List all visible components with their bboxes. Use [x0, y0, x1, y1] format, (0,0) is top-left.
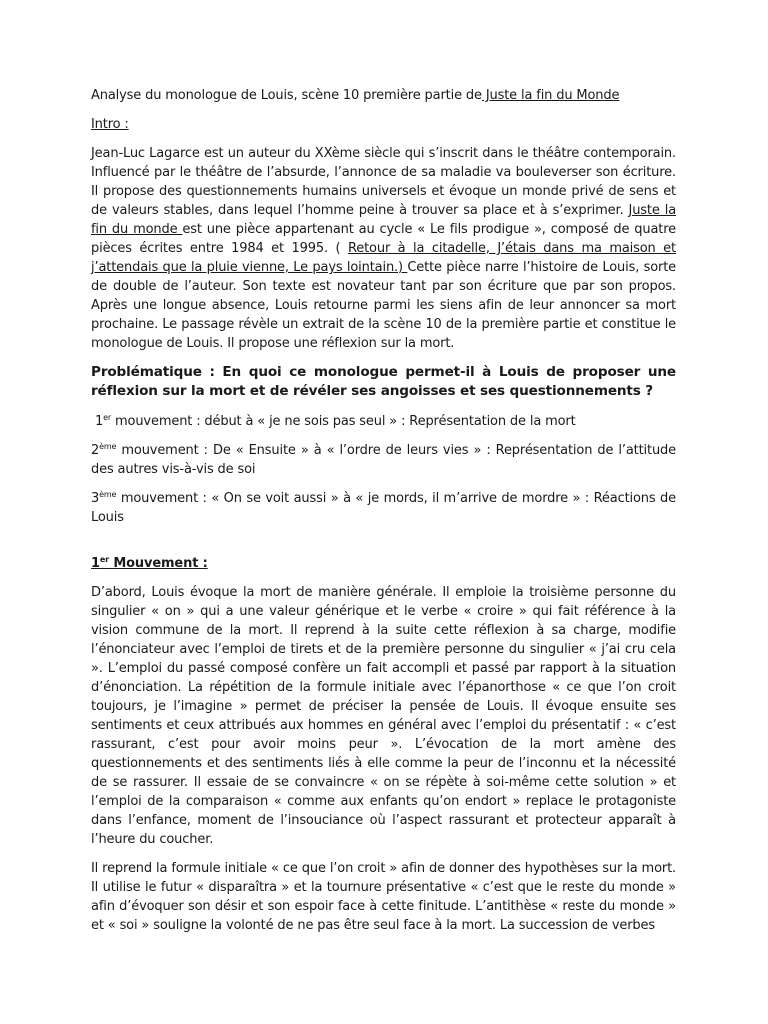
problematique: Problématique : En quoi ce monologue permet-il à Louis de proposer une réflexion sur la mort et de révéler ses angoisses et ses questionnements ? [91, 364, 676, 399]
section-1-heading [91, 554, 676, 573]
body-paragraph-1: D’abord, Louis évoque la mort de manière générale. Il emploie la troisième personne du singulier « on » qui a une valeur générique et le verbe « croire » qui fait référence à la vision commune de la mort. Il reprend à la suite cette réflexion à sa charge, modifie l’énonciateur avec l’emploi de tirets et de la première personne du singulier « j’ai cru cela ». L’emploi du passé composé confère un fait accompli et passé par rapport à la situation d’énonciation. La répétition de la formule initiale avec l’épanorthose « ce que l’on croit toujours, je l’imagine » permet de préciser la pensée de Louis. Il évoque ensuite ses sentiments et ceux attribués aux hommes en général avec l’emploi du présentatif : « c’est rassurant, c’est pour avoir moins peur ». L’évocation de la mort amène des questionnements et des sentiments liés à elle comme la peur de l’inconnu et la nécessité de se rassurer. Il essaie de se convaincre « on se répète à soi-même cette solution » et l’emploi de la comparaison « comme aux enfants qu’on endort » replace le protagoniste dans l’enfance, moment de l’insouciance où l’aspect rassurant et protecteur apparaît à l’heure du coucher. [91, 585, 676, 847]
movement-1-text: mouvement : début à « je ne sois pas seul » : Représentation de la mort [111, 414, 576, 429]
intro-text-1: Jean-Luc Lagarce est un auteur du XXème siècle qui s’inscrit dans le théâtre contemporain. Influencé par le théâtre de l’absurde, l’annonce de sa maladie va bouleverser son écriture. Il propose des questionnements humains universels et évoque un monde privé de sens et de valeurs stables, dans lequel l’homme peine à trouver sa place et à s’exprimer. [91, 146, 676, 218]
body-paragraph-2: Il reprend la formule initiale « ce que l’on croit » afin de donner des hypothèses sur la mort. Il utilise le futur « disparaîtra » et la tournure présentative « c’est que le reste du monde » afin d’évoquer son désir et son espoir face à cette finitude. L’antithèse « reste du monde » et « soi » souligne la volonté de ne pas être seul face à la mort. La succession de verbes [91, 861, 676, 933]
intro-label [91, 115, 676, 134]
intro-text-2: est une pièce appartenant au cycle « Le fils prodigue », composé de quatre pièces écrites entre 1984 et 1995. ( [91, 222, 676, 256]
movement-2-sup: ème [99, 442, 117, 451]
work-title: Juste la fin du Monde [481, 88, 620, 103]
section-1-sup: er [99, 555, 109, 564]
movement-1-sup: er [103, 413, 112, 422]
intro-other-works: Retour à la citadelle, J’étais dans ma maison et j’attendais que la pluie vienne, Le pays lointain.) [91, 241, 676, 275]
movement-3-sup: ème [99, 490, 117, 499]
document-title-text: Analyse du monologue de Louis, scène 10 première partie de [91, 88, 482, 103]
movement-1-num: 1 [95, 414, 104, 429]
movement-2-text: mouvement : De « Ensuite » à « l’ordre de leurs vies » : Représentation de l’attitude des autres vis-à-vis de soi [91, 443, 676, 477]
intro-work-title: Juste la fin du monde [91, 203, 677, 237]
intro-paragraph [91, 144, 676, 353]
movement-3-text: mouvement : « On se voit aussi » à « je mords, il m’arrive de mordre » : Réactions de Louis [91, 491, 676, 525]
section-1-label: Mouvement : [108, 556, 208, 571]
movement-2 [91, 441, 676, 479]
movement-2-num: 2 [91, 443, 100, 458]
document-title [91, 86, 676, 105]
section-1-num: 1 [91, 556, 100, 571]
movement-1 [91, 412, 676, 431]
movement-3-num: 3 [91, 491, 100, 506]
movement-3 [91, 489, 676, 527]
document-page [91, 86, 676, 945]
intro-label-text: Intro : [91, 117, 129, 132]
intro-text-3: Cette pièce narre l’histoire de Louis, sorte de double de l’auteur. Son texte est novateur tant par son écriture que par son propos. Après une longue absence, Louis retourne parmi les siens afin de leur annoncer sa mort prochaine. Le passage révèle un extrait de la scène 10 de la première partie et constitue le monologue de Louis. Il propose une réflexion sur la mort. [91, 260, 677, 351]
